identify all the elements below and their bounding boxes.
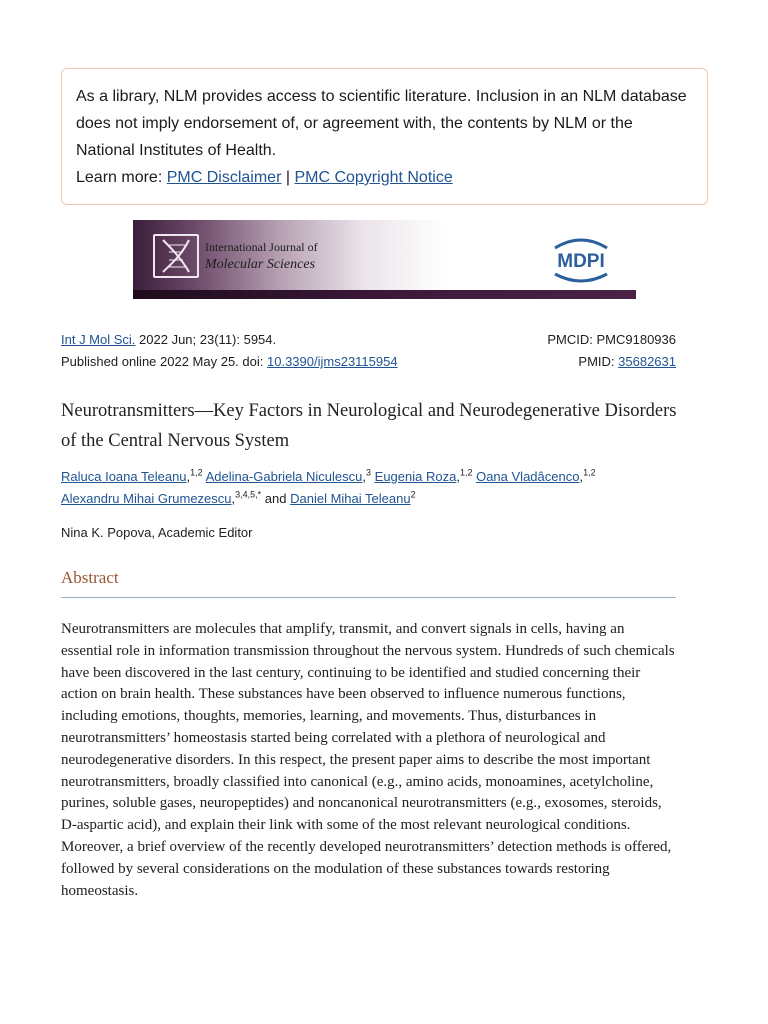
pmid-link[interactable]: 35682631 [618,354,676,369]
citation-row-1 [61,329,676,351]
pmid-label: PMID: [578,354,615,369]
citation-journal [61,329,276,351]
author-separator: , [456,469,460,484]
pmcid: PMCID: PMC9180936 [547,332,676,347]
pmc-disclaimer-link[interactable]: PMC Disclaimer [166,169,282,186]
nlm-notice-box [61,68,708,205]
mdpi-logo [545,234,617,284]
citation-published [61,351,398,373]
author-link[interactable]: Daniel Mihai Teleanu [290,491,411,506]
author-list [61,466,701,510]
abstract-heading: Abstract [61,568,119,587]
author-separator: , [579,469,584,484]
author-separator: , [186,469,191,484]
citation-meta [61,329,676,373]
author-link[interactable]: Eugenia Roza [374,469,457,484]
author-link[interactable]: Alexandru Mihai Grumezescu [61,491,232,506]
journal-banner [133,220,636,299]
journal-name-line1: International Journal of [205,240,318,254]
author-link[interactable]: Oana Vladâcenco [476,469,580,484]
journal-emblem-icon [153,234,199,278]
abstract-divider [61,597,676,598]
author-separator: and [261,491,291,506]
pmid [578,351,676,373]
abstract-text: Neurotransmitters are molecules that amplify, transmit, and convert signals in cells, having an essential role in information transmission throughout the nervous system. Hundreds of such chemicals have been discovered in the last century, continuing to be identified and studied concerning their action on brain health. These substances have been observed to influence numerous functions, including emotions, thoughts, memories, learning, and movements. Thus, disturbances in neurotransmitters’ homeostasis started being correlated with a plethora of neurological and neurodegenerative disorders. In this respect, the present paper aims to describe the most important neurotransmitters, broadly classified into canonical (e.g., amino acids, monoamines, acetylcholine, purines, soluble gases, neuropeptides) and noncanonical neurotransmitters (e.g., exosomes, steroids, D-aspartic acid), and explain their link with some of the most relevant neurological conditions. Moreover, a brief overview of the recently developed neurotransmitters’ detection methods is offered, followed by several considerations on the modulation of these substances towards restoring homeostasis. [61,621,675,899]
author-separator: , [231,491,236,506]
author-affiliation: 3,4,5,* [235,489,262,500]
author-link[interactable]: Raluca Ioana Teleanu [61,469,187,484]
author-affiliation: 1,2 [583,467,596,478]
journal-name-line2: Molecular Sciences [205,257,316,272]
citation-issue: 2022 Jun; 23(11): 5954. [139,332,277,347]
author-affiliation: 3 [366,467,372,478]
link-separator: | [285,169,290,186]
doi-link[interactable]: 10.3390/ijms23115954 [267,354,398,369]
author-separator: , [362,469,367,484]
learn-more-label: Learn more: [76,169,163,186]
article-title: Neurotransmitters—Key Factors in Neurological and Neurodegenerative Disorders of the Central Nervous System [61,401,677,451]
pmc-copyright-link[interactable]: PMC Copyright Notice [294,169,453,186]
banner-bottom-bar [133,290,636,299]
academic-editor: Nina K. Popova, Academic Editor [61,525,253,540]
journal-link[interactable]: Int J Mol Sci. [61,332,136,347]
published-text: Published online 2022 May 25. doi: [61,354,264,369]
author-link[interactable]: Adelina-Gabriela Niculescu [205,469,363,484]
author-affiliation: 1,2 [190,467,203,478]
author-affiliation: 1,2 [459,467,473,478]
notice-text: As a library, NLM provides access to scientific literature. Inclusion in an NLM database does not imply endorsement of, or agreement with, the contents by NLM or the National Institutes of Health. [76,88,687,159]
citation-row-2 [61,351,676,373]
author-affiliation: 2 [410,489,416,500]
mdpi-logo-text: MDPI [557,251,605,272]
